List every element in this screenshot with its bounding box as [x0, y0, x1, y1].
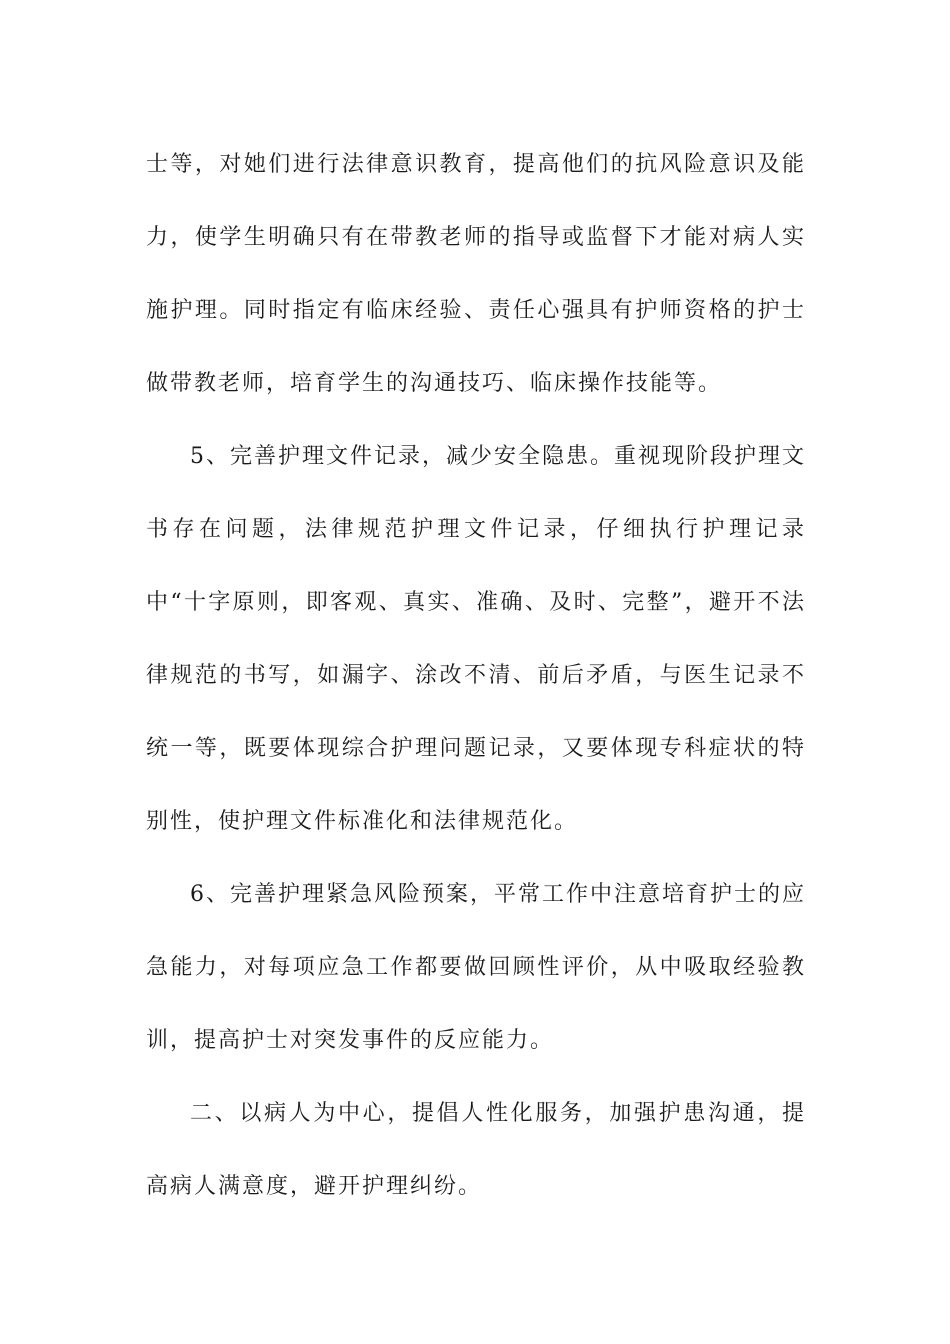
document-body	[146, 128, 806, 1223]
paragraph-item-6: 6、完善护理紧急风险预案，平常工作中注意培育护士的应急能力，对每项应急工作都要做回顾性评价，从中吸取经验教训，提高护士对突发事件的反应能力。	[146, 882, 806, 1053]
paragraph-item-5: 5、完善护理文件记录，减少安全隐患。重视现阶段护理文书存在问题，法律规范护理文件记录，仔细执行护理记录中“十字原则，即客观、真实、准确、及时、完整”，避开不法律规范的书写，如漏字、涂改不清、前后矛盾，与医生记录不统一等，既要体现综合护理问题记录，又要体现专科症状的特别性，使护理文件标准化和法律规范化。	[146, 444, 806, 834]
section-heading-2: 二、以病人为中心，提倡人性化服务，加强护患沟通，提高病人满意度，避开护理纠纷。	[146, 1101, 806, 1199]
paragraph-continuation: 士等，对她们进行法律意识教育，提高他们的抗风险意识及能力，使学生明确只有在带教老师的指导或监督下才能对病人实施护理。同时指定有临床经验、责任心强具有护师资格的护士做带教老师，培育学生的沟通技巧、临床操作技能等。	[146, 152, 806, 396]
